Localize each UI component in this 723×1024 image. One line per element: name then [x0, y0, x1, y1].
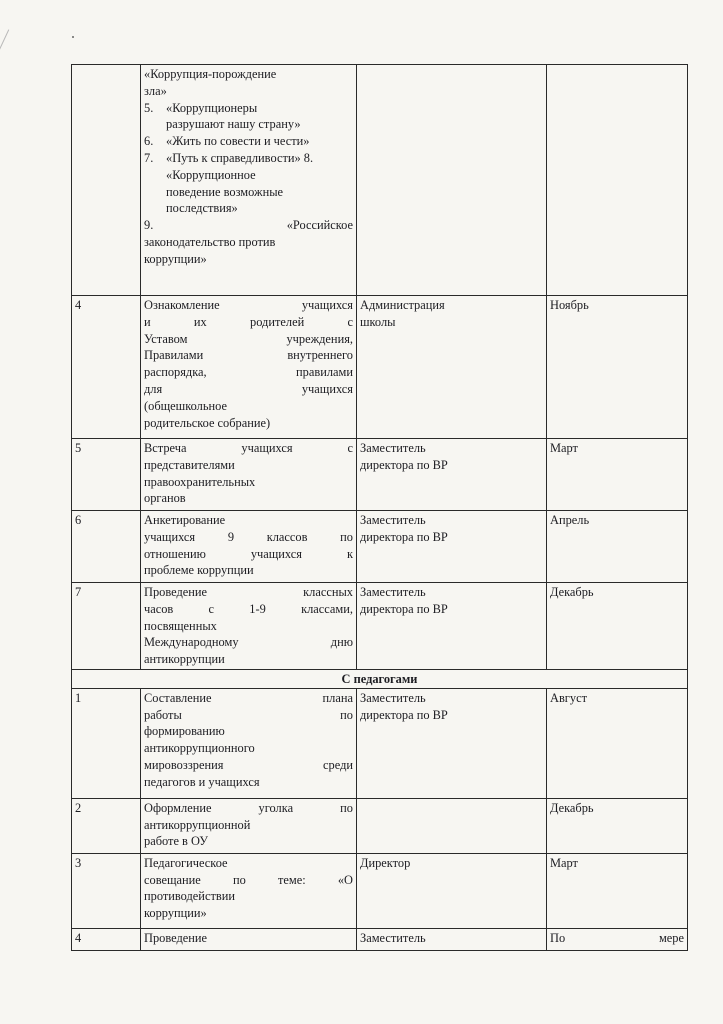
- list-item: [144, 133, 353, 150]
- cell-event: [141, 798, 357, 853]
- cell-term: Август: [547, 688, 688, 798]
- event-line: отношению учащихся к: [144, 546, 353, 561]
- event-line: антикоррупции: [144, 652, 225, 667]
- event-line: представителями: [144, 457, 235, 472]
- event-line: Педагогическое: [144, 855, 228, 870]
- table-row: [72, 439, 688, 511]
- cell-num: 1: [72, 688, 141, 798]
- table-row: [72, 853, 688, 928]
- event-line: антикоррупционного: [144, 741, 255, 756]
- cell-responsible: [357, 583, 547, 670]
- event-line: коррупции»: [144, 906, 207, 921]
- responsible-line: Заместитель: [360, 690, 426, 705]
- cell-term: [547, 928, 688, 950]
- event-line: Уставом учреждения,: [144, 331, 353, 346]
- cell-num: 4: [72, 296, 141, 439]
- list-text: поведение возможные: [166, 184, 284, 199]
- event-line: учащихся 9 классов по: [144, 529, 353, 544]
- event-line: мировоззрения среди: [144, 757, 353, 772]
- cell-term: Декабрь: [547, 583, 688, 670]
- responsible-line: директора по ВР: [360, 457, 448, 472]
- cell-responsible: [357, 511, 547, 583]
- event-line: Ознакомление учащихся: [144, 298, 353, 312]
- event-line: родительское собрание): [144, 415, 271, 430]
- responsible-line: Заместитель: [360, 513, 426, 527]
- responsible-line: директора по ВР: [360, 529, 448, 544]
- cell-num: 3: [72, 853, 141, 928]
- students-rows: [72, 296, 688, 670]
- section-title: С педагогами: [72, 670, 688, 689]
- cell-event: [141, 65, 357, 296]
- teachers-rows: [72, 688, 688, 950]
- cell-event: [141, 928, 357, 950]
- event-line: (общешкольное: [144, 398, 227, 413]
- cell-event: [141, 853, 357, 928]
- responsible-line: директора по ВР: [360, 707, 448, 722]
- responsible-line: школы: [360, 314, 396, 329]
- responsible-line: Директор: [360, 855, 411, 870]
- term-word: По: [550, 930, 566, 945]
- event-line: «Коррупция-порождение: [144, 67, 277, 81]
- cell-event: [141, 439, 357, 511]
- list-text: «Путь к справедливости» 8.: [166, 150, 314, 165]
- list-number: 7.: [144, 150, 154, 165]
- cell-term: Декабрь: [547, 798, 688, 853]
- responsible-line: директора по ВР: [360, 601, 448, 616]
- table-row: [72, 296, 688, 439]
- cell-num: 6: [72, 511, 141, 583]
- table-row: [72, 928, 688, 950]
- event-line: зла»: [144, 83, 167, 98]
- list-number: 5.: [144, 100, 154, 115]
- cell-responsible: [357, 439, 547, 511]
- cell-responsible: [357, 798, 547, 853]
- event-line: антикоррупционной: [144, 817, 251, 832]
- cell-responsible: [357, 296, 547, 439]
- cell-event: [141, 511, 357, 583]
- scan-artifact: [0, 29, 16, 58]
- cell-term: Март: [547, 439, 688, 511]
- list-text: коррупции»: [144, 251, 207, 266]
- cell-responsible: [357, 928, 547, 950]
- event-line: формированию: [144, 724, 225, 739]
- cell-responsible: [357, 65, 547, 296]
- event-line: органов: [144, 491, 186, 506]
- cell-event: [141, 688, 357, 798]
- section-header: [72, 670, 688, 689]
- event-line: проблеме коррупции: [144, 563, 254, 578]
- cell-event: [141, 296, 357, 439]
- cell-event: [141, 583, 357, 670]
- event-line: Правилами внутреннего: [144, 348, 353, 363]
- list-text: последствия»: [166, 201, 238, 216]
- event-line: Проведение классных: [144, 585, 353, 599]
- list-text: «Российское: [286, 218, 353, 233]
- event-line: работы по: [144, 707, 353, 722]
- event-line: часов с 1-9 классами,: [144, 601, 353, 616]
- event-line: Анкетирование: [144, 513, 226, 527]
- event-line: Составление плана: [144, 690, 353, 705]
- list-text: разрушают нашу страну»: [166, 117, 301, 132]
- table-row: [72, 583, 688, 670]
- cell-num: 4: [72, 928, 141, 950]
- cell-term: Ноябрь: [547, 296, 688, 439]
- term-word: мере: [658, 930, 684, 945]
- cell-term: Март: [547, 853, 688, 928]
- event-line: распорядка, правилами: [144, 365, 353, 380]
- event-line: Проведение: [144, 930, 208, 945]
- table-row: [72, 798, 688, 853]
- cell-responsible: [357, 853, 547, 928]
- cell-num: 5: [72, 439, 141, 511]
- event-line: для учащихся: [144, 381, 353, 396]
- event-line: противодействии: [144, 889, 235, 904]
- event-line: и их родителей с: [144, 314, 353, 329]
- cell-num: 2: [72, 798, 141, 853]
- event-line: правоохранительных: [144, 474, 256, 489]
- list-number: 6.: [144, 134, 154, 149]
- responsible-line: Заместитель: [360, 930, 426, 945]
- event-line: педагогов и учащихся: [144, 774, 260, 789]
- cell-num: [72, 65, 141, 296]
- event-line: Оформление уголка по: [144, 800, 353, 815]
- cell-num: 7: [72, 583, 141, 670]
- event-line: посвященных: [144, 618, 217, 633]
- list-text: законодательство против: [144, 234, 276, 249]
- responsible-line: Заместитель: [360, 441, 426, 455]
- cell-responsible: [357, 688, 547, 798]
- cell-term: [547, 65, 688, 296]
- table-row: [72, 511, 688, 583]
- event-line: Международному дню: [144, 635, 353, 650]
- list-text: «Жить по совести и чести»: [166, 134, 310, 149]
- table-row: [72, 688, 688, 798]
- table-row: [72, 65, 688, 296]
- event-line: работе в ОУ: [144, 834, 209, 849]
- event-line: совещание по теме: «О: [144, 872, 353, 887]
- responsible-line: Заместитель: [360, 585, 426, 599]
- list-text: «Коррупционное: [166, 167, 256, 182]
- cell-term: Апрель: [547, 511, 688, 583]
- list-item: [144, 217, 353, 234]
- list-item: [144, 150, 353, 167]
- term-line: [550, 930, 684, 947]
- scan-dot: [72, 36, 74, 38]
- list-number: 9.: [144, 218, 154, 233]
- event-line: Встреча учащихся с: [144, 441, 353, 455]
- list-text: «Коррупционеры: [166, 100, 258, 115]
- anticorruption-plan-table: [71, 64, 688, 951]
- responsible-line: Администрация: [360, 298, 445, 312]
- list-item: [144, 100, 353, 117]
